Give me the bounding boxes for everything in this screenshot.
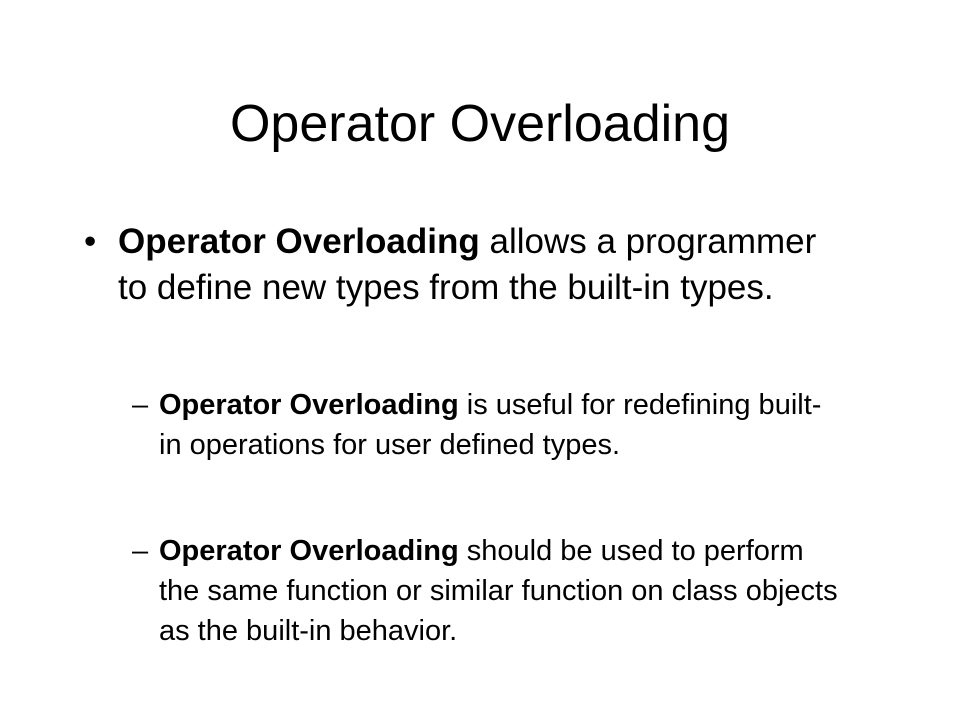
sub-bullet-lead-term: Operator Overloading	[159, 535, 459, 567]
sub-bullet-body: should be used to perform the same function or similar function on class objects as the built-in behavior.	[159, 535, 838, 647]
slide-title: Operator Overloading	[229, 95, 731, 153]
sub-bullet-text	[159, 531, 839, 651]
sub-bullet-marker: –	[132, 389, 149, 421]
sub-bullet-body: is useful for redefining built-in operations for user defined types.	[159, 389, 822, 461]
bullet-text	[118, 219, 838, 311]
sub-bullet-text	[159, 385, 839, 465]
bullet-marker: •	[84, 222, 97, 261]
bullet-lead-term: Operator Overloading	[118, 222, 480, 261]
sub-bullet-marker: –	[132, 535, 149, 567]
sub-bullet-lead-term: Operator Overloading	[159, 389, 459, 421]
bullet-body: allows a programmer to define new types from the built-in types.	[118, 222, 817, 307]
